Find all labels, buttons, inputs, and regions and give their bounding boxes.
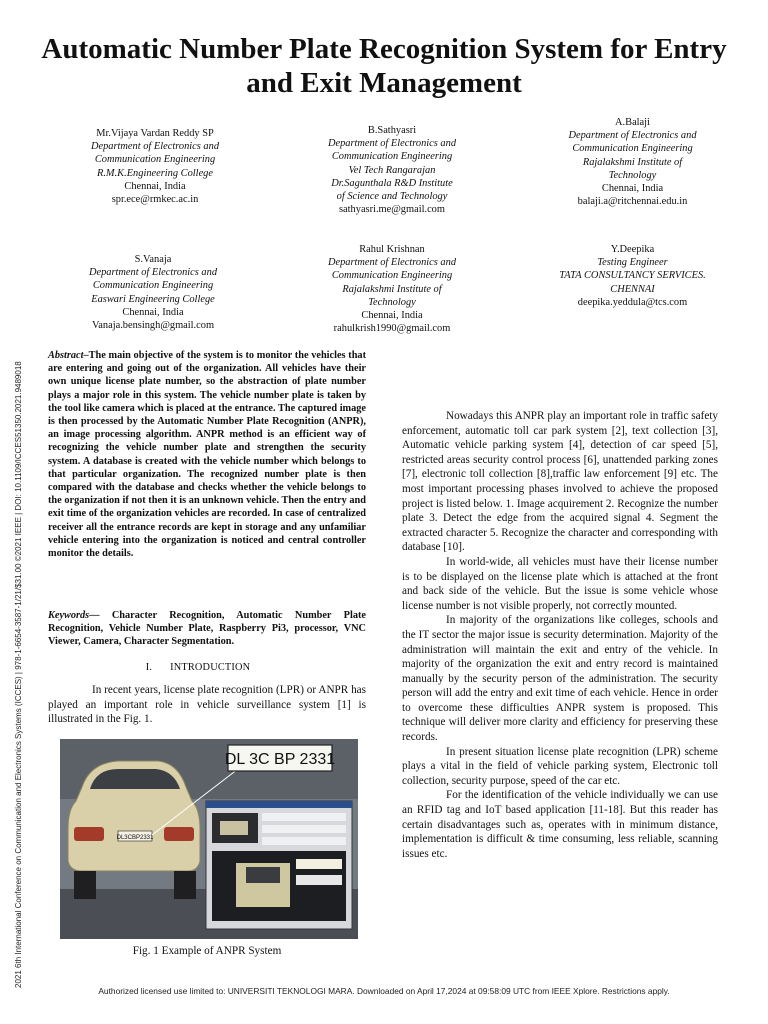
author-name: B.Sathyasri [367, 125, 417, 136]
author-block [68, 253, 238, 332]
author-affiliation: Communication Engineering [331, 151, 453, 163]
author-affiliation: Testing Engineer [597, 257, 668, 269]
author-affiliation: Rajalakshmi Institute of [582, 156, 683, 168]
author-affiliation: Technology [368, 296, 416, 308]
author-email: Vanaja.bensingh@gmail.com [91, 320, 215, 332]
body-paragraph: For the identification of the vehicle individually we can use an RFID tag and IoT based application [11-18]. But this reader has certain disadvantages such as, operates with in minimum distance, implementation is difficult & time consuming, less reliable, scanning issues etc. [402, 789, 718, 860]
author-email: spr.ece@rmkec.ac.in [111, 194, 199, 206]
author-city: Chennai, India [124, 180, 186, 192]
author-email: rahulkrish1990@gmail.com [333, 323, 451, 335]
author-affiliation: of Science and Technology [336, 191, 448, 203]
license-footer: Authorized licensed use limited to: UNIVERSITI TEKNOLOGI MARA. Downloaded on April 17,2024 at 09:58:09 UTC from IEEE Xplore. Restrictions apply. [98, 986, 670, 996]
author-block [307, 124, 477, 216]
author-city: Chennai, India [122, 306, 184, 318]
author-city: Chennai, India [361, 310, 423, 322]
author-affiliation: Easwari Engineering College [91, 293, 215, 305]
section-number: I. [145, 662, 153, 673]
figure-caption: Fig. 1 Example of ANPR System [132, 945, 282, 957]
author-affiliation: CHENNAI [610, 283, 655, 295]
author-block [307, 243, 477, 335]
author-affiliation: Dr.Sagunthala R&D Institute [331, 177, 453, 189]
callout-plate-text: DL 3C BP 2331 [224, 751, 336, 768]
author-city: Chennai, India [601, 183, 664, 195]
author-name: S.Vanaja [134, 254, 172, 265]
body-paragraph: In majority of the organizations like colleges, schools and the IT sector the major issue is security determination. Majority of the administration will maintain the exit and entry of the vehicle. In majority of the organization the exit and entry record is maintained manually by the security person of the administration. The security person will add the entry and exit time of each vehicle. Hence in order to overcome these difficulties ANPR system is proposed. This technique will deliver more clarity and efficiency for preserving these records. [402, 614, 718, 744]
right-column [402, 409, 718, 861]
author-block [70, 127, 240, 206]
author-affiliation: Department of Electronics and [327, 257, 457, 269]
abstract-text: –The main objective of the system is to monitor the vehicles that are entering and going out of the organization. All vehicles have their own unique license plate number, so the abstraction of plate number plays a major role in this system. The vehicle number plate is taken by the tool like camera which is placed at the entrance. The captured image is then processed by the Automatic Number Plate Recognition (ANPR), an image processing algorithm. ANPR method is an efficient way of recognizing the vehicle number plate and strengthen the security system. A database is created with the vehicle number which belongs to that particular organization. The recognized number plate is then compared with the database and checks whether the vehicle belongs to the organization if not then it is an unknown vehicle. Then the entry and exit time of the organization vehicles are recorded. In case of centralized receiver all the entrance records are kept in storage and any unfamiliar vehicle entering into the organization is noticed and central controller monitor the details. [48, 350, 366, 560]
anpr-figure [60, 739, 358, 939]
author-affiliation: Communication Engineering [331, 270, 453, 282]
author-block [535, 243, 730, 309]
conference-sidebar: 2021 6th International Conference on Communication and Electronics Systems (ICCES) | 978-1-6654-3587-1/21/$31.00 ©2021 IEEE | DOI: 10.1109/ICCES51350.2021.9489018 [14, 361, 23, 988]
author-name: Mr.Vijaya Vardan Reddy SP [96, 128, 214, 139]
author-affiliation: Communication Engineering [92, 280, 214, 292]
author-affiliation: Department of Electronics and [88, 267, 218, 279]
author-affiliation: Rajalakshmi Institute of [342, 283, 442, 295]
abstract-lead: Abstract [48, 350, 84, 361]
body-paragraph: Nowadays this ANPR play an important role in traffic safety enforcement, automatic toll car park system [2], text collection [3], Automatic vehicle parking system [4], detection of car speed [5], restricted areas security control process [6], unattended parking zones [7], electronic toll collection [8],traffic law enforcement [9] etc. The most important processing phases involved to achieve the proposed project is listed below. 1. Image acquirement 2. Recognize the number plate 3. Detect the edge from the acquired signal 4. Segment the extracted character 5. Recognize the character and corresponding with database [10]. [402, 410, 718, 554]
author-block [545, 116, 720, 208]
author-affiliation: Communication Engineering [572, 143, 693, 155]
section-heading [48, 662, 366, 673]
author-affiliation: Department of Electronics and [568, 130, 697, 142]
author-email: deepika.yeddula@tcs.com [577, 296, 688, 308]
keywords-text: — Character Recognition, Automatic Number Plate Recognition, Vehicle Number Plate, Raspberry Pi3, processor, VNC Viewer, Camera, Character Segmentation. [48, 610, 366, 648]
keywords-lead: Keywords [48, 610, 90, 621]
intro-paragraph-block [48, 683, 366, 727]
section-title: INTRODUCTION [170, 662, 251, 673]
author-affiliation: R.M.K.Engineering College [96, 167, 213, 179]
author-affiliation: Technology [608, 169, 657, 181]
paper-title: Automatic Number Plate Recognition System for Entry and Exit Management [41, 33, 727, 99]
car-plate-text: DL3CBP2331 [116, 835, 154, 841]
author-affiliation: Department of Electronics and [90, 141, 220, 153]
author-affiliation: TATA CONSULTANCY SERVICES. [559, 270, 706, 282]
body-paragraph: In present situation license plate recognition (LPR) scheme plays a vital in the field of vehicle parking system, Electronic toll collection, security purpose, speed of the car etc. [402, 745, 718, 787]
abstract [48, 349, 366, 560]
intro-paragraph: In recent years, license plate recognition (LPR) or ANPR has played an important role in vehicle surveillance system [1] is illustrated in the Fig. 1. [48, 684, 366, 726]
author-affiliation: Communication Engineering [94, 154, 216, 166]
author-affiliation: Department of Electronics and [327, 138, 457, 150]
author-email: balaji.a@ritchennai.edu.in [577, 196, 688, 208]
author-name: Y.Deepika [610, 244, 655, 255]
author-email: sathyasri.me@gmail.com [339, 204, 445, 216]
anpr-figure-illustration [60, 739, 358, 939]
author-affiliation: Vel Tech Rangarajan [348, 164, 436, 176]
keywords [48, 609, 366, 649]
body-paragraph: In world-wide, all vehicles must have their license number is to be displayed on the license plate which is attached at the front and back side of the vehicle. But the issue is some vehicle whose license number is not visible properly, not correctly mounted. [402, 555, 718, 612]
author-name: Rahul Krishnan [359, 244, 425, 255]
author-name: A.Balaji [615, 117, 650, 128]
